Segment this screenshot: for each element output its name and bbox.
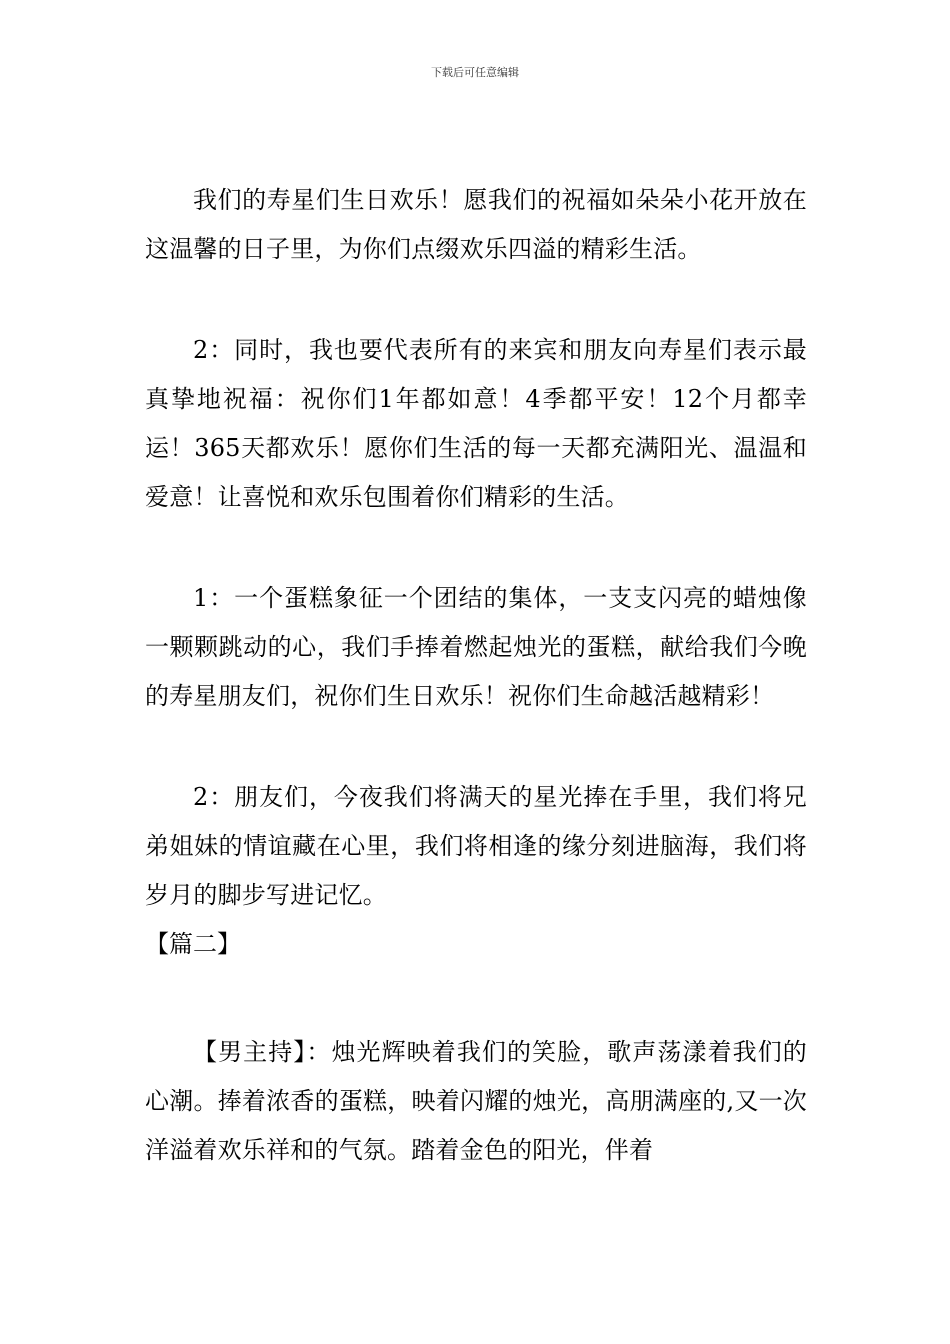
- section-heading: 【篇二】: [145, 930, 241, 958]
- page-header: 下载后可任意编辑: [431, 66, 519, 79]
- paragraph-2: 2：同时，我也要代表所有的来宾和朋友向寿星们表示最真挚地祝福：祝你们1年都如意！4季都平安！12个月都幸运！365天都欢乐！愿你们生活的每一天都充满阳光、温温和爱意！让喜悦和欢乐包围着你们精彩的生活。: [145, 336, 807, 511]
- paragraph-1: 我们的寿星们生日欢乐！愿我们的祝福如朵朵小花开放在这温馨的日子里，为你们点缀欢乐四溢的精彩生活。: [145, 186, 807, 263]
- document-body: [145, 176, 807, 1175]
- paragraph-5: 【男主持】：烛光辉映着我们的笑脸，歌声荡漾着我们的心潮。捧着浓香的蛋糕，映着闪耀的烛光，高朋满座的,又一次洋溢着欢乐祥和的气氛。踏着金色的阳光，伴着: [145, 1038, 807, 1164]
- paragraph-4: 2：朋友们，今夜我们将满天的星光捧在手里，我们将兄弟姐妹的情谊藏在心里，我们将相逢的缘分刻进脑海，我们将岁月的脚步写进记忆。: [145, 783, 807, 909]
- paragraph-3: 1：一个蛋糕象征一个团结的集体，一支支闪亮的蜡烛像一颗颗跳动的心，我们手捧着燃起烛光的蛋糕，献给我们今晚的寿星朋友们，祝你们生日欢乐！祝你们生命越活越精彩！: [145, 584, 807, 710]
